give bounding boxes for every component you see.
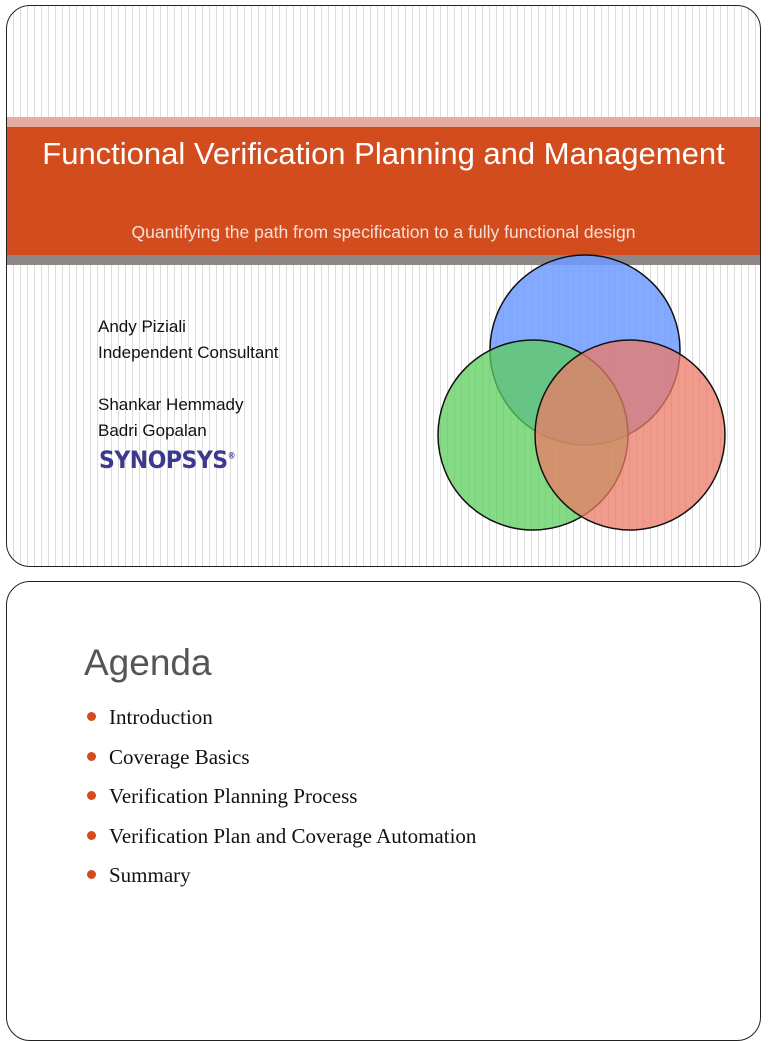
bullet-icon xyxy=(87,831,96,840)
agenda-item: Verification Planning Process xyxy=(85,783,476,823)
author-block xyxy=(98,314,279,444)
agenda-item: Summary xyxy=(85,862,476,902)
agenda-item: Verification Plan and Coverage Automation xyxy=(85,823,476,863)
venn-circle-red xyxy=(535,340,725,530)
author-name: Badri Gopalan xyxy=(98,421,207,440)
agenda-item: Introduction xyxy=(85,704,476,744)
slide-subtitle: Quantifying the path from specification to a fully functional design xyxy=(131,222,636,242)
slide-title: Functional Verification Planning and Management xyxy=(42,136,725,171)
title-band xyxy=(7,127,760,255)
agenda-title: Agenda xyxy=(84,642,212,683)
title-slide xyxy=(6,5,761,567)
agenda-slide xyxy=(6,581,761,1041)
author-affiliation: Independent Consultant xyxy=(98,343,279,362)
venn-diagram xyxy=(425,250,735,540)
author-name: Shankar Hemmady xyxy=(98,395,244,414)
author-name: Andy Piziali xyxy=(98,317,186,336)
bullet-icon xyxy=(87,791,96,800)
bullet-icon xyxy=(87,870,96,879)
agenda-item: Coverage Basics xyxy=(85,744,476,784)
title-band-accent-top xyxy=(7,117,760,127)
synopsys-logo: SYNOPSYS® xyxy=(99,447,236,475)
bullet-icon xyxy=(87,752,96,761)
agenda-list xyxy=(85,704,476,902)
bullet-icon xyxy=(87,712,96,721)
